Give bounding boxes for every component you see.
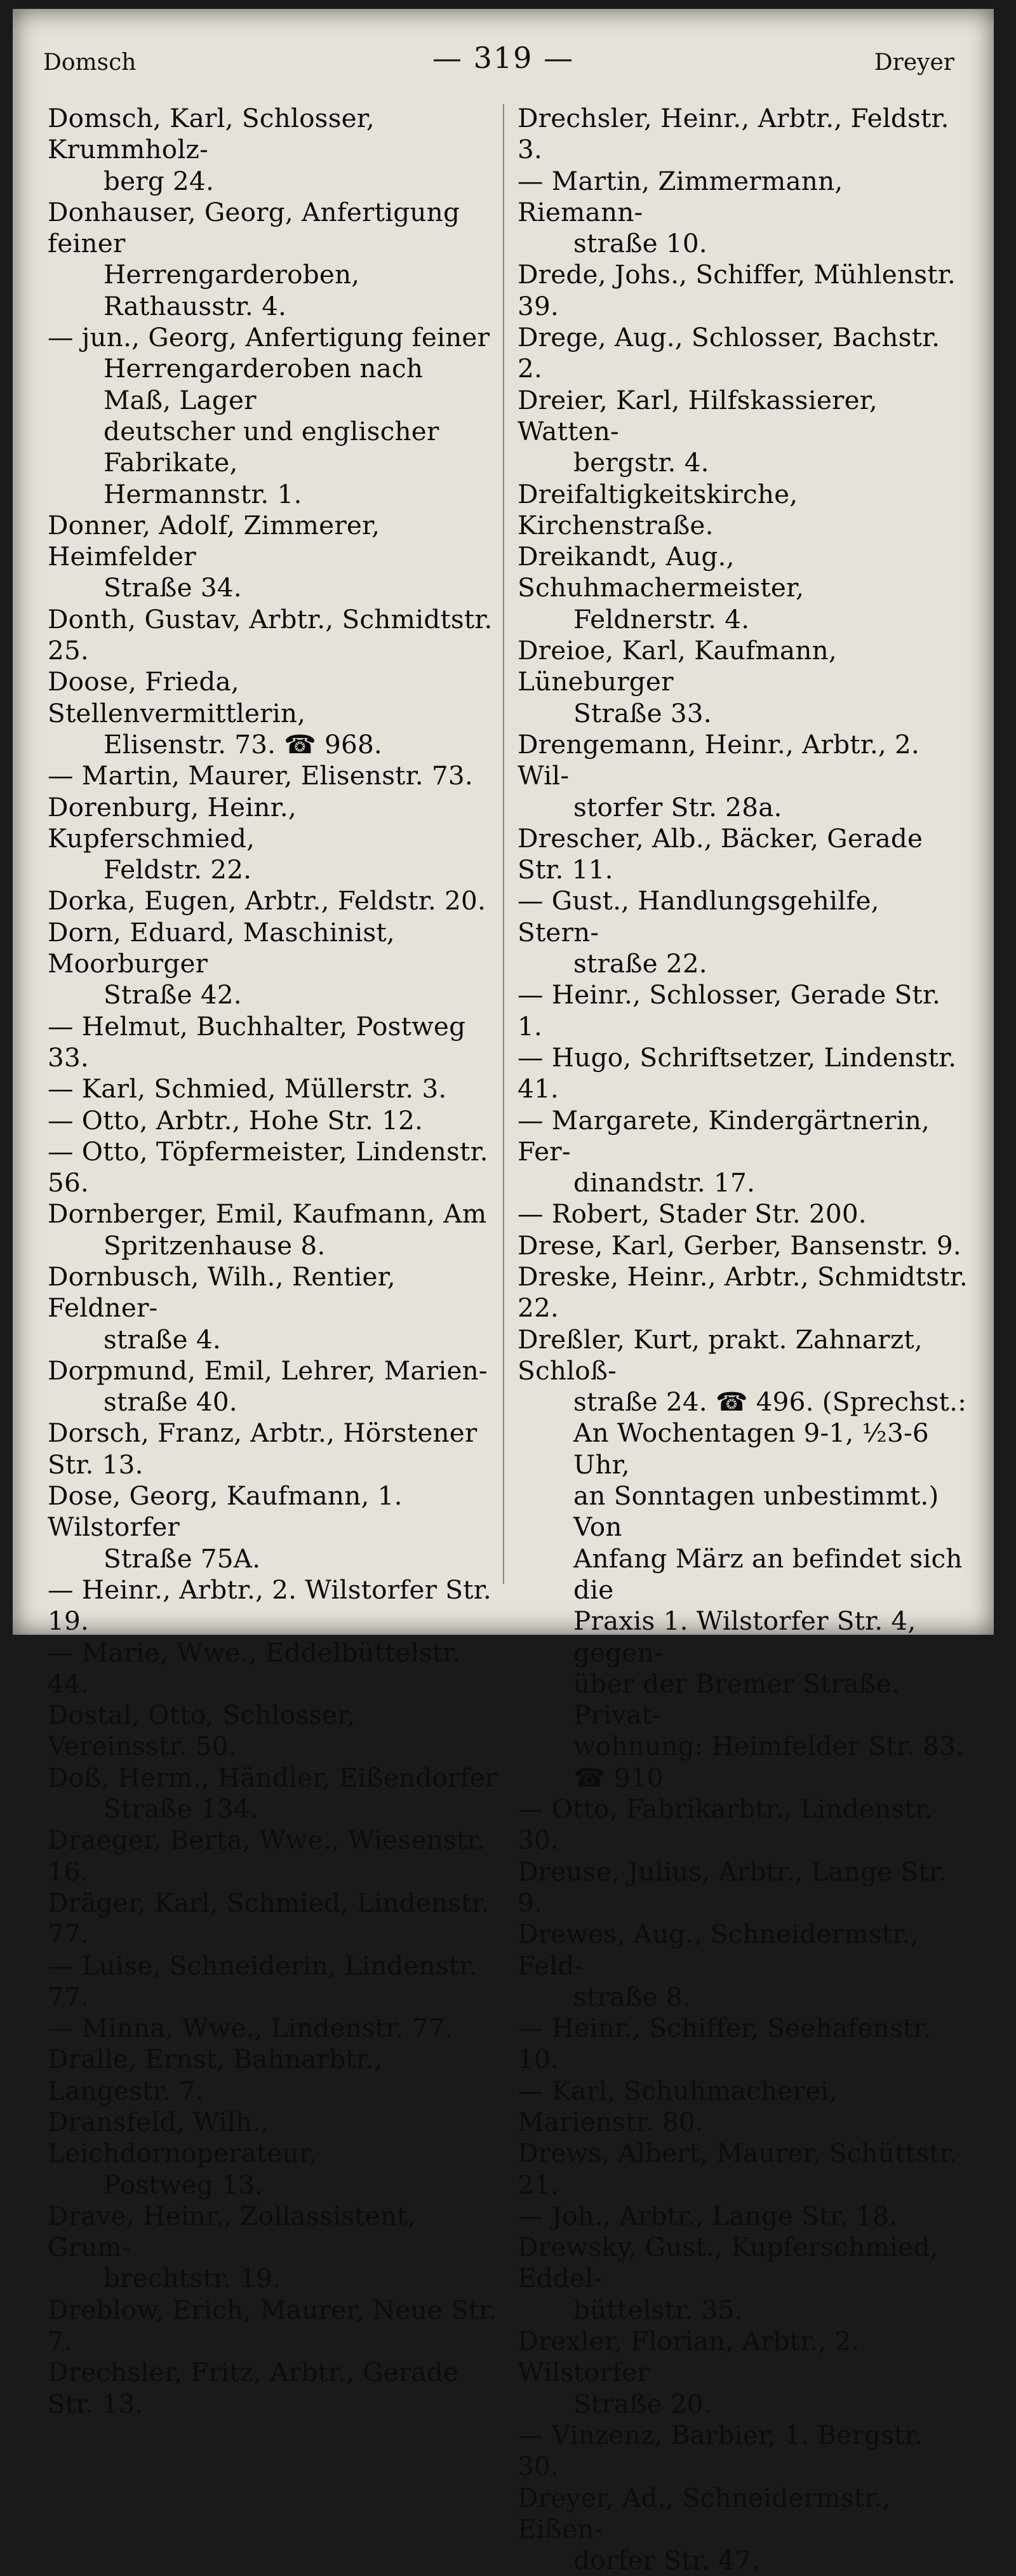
- directory-entry: [518, 1105, 968, 1199]
- entry-continuation-line: storfer Str. 28a.: [573, 791, 782, 822]
- entry-line: Drechsler, Fritz, Arbtr., Gerade Str. 13.: [48, 2357, 459, 2419]
- directory-entry: [518, 1856, 968, 1919]
- entry-line: Dreske, Heinr., Arbtr., Schmidtstr. 22.: [518, 1261, 968, 1324]
- entry-line: — Heinr., Arbtr., 2. Wilstorfer Str. 19.: [48, 1574, 491, 1637]
- entry-continuation-line: Straße 20.: [573, 2388, 712, 2419]
- entry-line: Dreblow, Erich, Maurer, Neue Str. 7.: [48, 2294, 497, 2357]
- entry-continuation-line: straße 8.: [573, 1981, 691, 2012]
- entry-continuation-line: straße 40.: [104, 1386, 237, 1418]
- entry-continuation-line: ☎ 910: [573, 1762, 664, 1793]
- entry-line: Dreyer, Ad., Schneidermstr., Eißen-: [518, 2482, 891, 2544]
- directory-entry: [48, 1418, 498, 1480]
- directory-entry: [518, 1919, 968, 2013]
- directory-entry: [518, 635, 968, 729]
- directory-entry: [518, 1230, 968, 1261]
- entry-line: — Margarete, Kindergärtnerin, Fer-: [518, 1104, 930, 1167]
- directory-entry: [48, 2357, 498, 2420]
- entry-continuation-line: bergstr. 4.: [573, 447, 709, 478]
- directory-entry: [48, 1762, 498, 1825]
- directory-entry: [48, 1105, 498, 1136]
- directory-entry: [518, 1042, 968, 1105]
- entry-line: Dreßler, Kurt, prakt. Zahnarzt, Schloß-: [518, 1324, 923, 1386]
- entry-line: — Heinr., Schiffer, Seehafenstr. 10.: [518, 2013, 932, 2075]
- entry-line: Drede, Johs., Schiffer, Mühlenstr. 39.: [518, 259, 956, 321]
- entry-line: Drave, Heinr., Zollassistent, Grum-: [48, 2200, 416, 2263]
- directory-entry: [48, 792, 498, 886]
- directory-entry: [48, 1011, 498, 1074]
- entry-continuation-line: Praxis 1. Wilstorfer Str. 4, gegen-: [573, 1606, 916, 1668]
- directory-entry: [518, 322, 968, 385]
- entry-continuation-line: Herrengarderoben, Rathausstr. 4.: [104, 259, 360, 321]
- entry-line: — Minna, Wwe., Lindenstr. 77.: [48, 2013, 453, 2044]
- directory-entry: [48, 1073, 498, 1104]
- directory-entry: [518, 479, 968, 542]
- entry-line: Dreier, Karl, Hilfskassierer, Watten-: [518, 384, 878, 446]
- entry-continuation-line: An Wochentagen 9-1, ½3-6 Uhr,: [573, 1418, 929, 1480]
- entry-continuation-line: Straße 75A.: [104, 1543, 261, 1574]
- directory-entry: [518, 103, 968, 166]
- directory-entry: [48, 666, 498, 760]
- entry-line: Dornberger, Emil, Kaufmann, Am: [48, 1198, 487, 1230]
- entry-line: Drescher, Alb., Bäcker, Gerade Str. 11.: [518, 822, 923, 885]
- entry-line: — Gust., Handlungsgehilfe, Stern-: [518, 885, 879, 948]
- entry-continuation-line: Spritzenhause 8.: [104, 1230, 326, 1261]
- directory-entry: [48, 2013, 498, 2044]
- entry-line: — Hugo, Schriftsetzer, Lindenstr. 41.: [518, 1042, 957, 1104]
- entry-line: Drewes, Aug., Schneidermstr., Feld-: [518, 1919, 919, 1981]
- entry-line: Dräger, Karl, Schmied, Lindenstr. 77.: [48, 1887, 490, 1950]
- column-divider: [503, 104, 504, 1584]
- entry-line: Drewsky, Gust., Kupferschmied, Eddel-: [518, 2232, 939, 2294]
- entry-line: Domsch, Karl, Schlosser, Krummholz-: [48, 103, 375, 165]
- entry-continuation-line: Elisenstr. 73. ☎ 968.: [104, 728, 383, 760]
- directory-entry: [518, 823, 968, 886]
- entry-line: Dose, Georg, Kaufmann, 1. Wilstorfer: [48, 1480, 403, 1543]
- directory-entry: [518, 979, 968, 1042]
- directory-entry: [48, 103, 498, 197]
- entry-continuation-line: Straße 34.: [104, 572, 242, 603]
- entry-line: Dorsch, Franz, Arbtr., Hörstener Str. 13.: [48, 1418, 478, 1480]
- entry-line: Dorn, Eduard, Maschinist, Moorburger: [48, 916, 395, 979]
- entry-continuation-line: brechtstr. 19.: [104, 2263, 281, 2294]
- entry-line: — jun., Georg, Anfertigung feiner: [48, 322, 490, 353]
- directory-entry: [48, 1574, 498, 1637]
- entry-line: Drechsler, Heinr., Arbtr., Feldstr. 3.: [518, 103, 949, 165]
- entry-line: Doß, Herm., Händler, Eißendorfer: [48, 1762, 498, 1793]
- directory-entry: [48, 197, 498, 322]
- entry-line: — Karl, Schuhmacherei, Marienstr. 80.: [518, 2075, 838, 2137]
- directory-page: [13, 9, 994, 2576]
- entry-line: Dostal, Otto, Schlosser, Vereinsstr. 50.: [48, 1700, 356, 1762]
- directory-entry: [48, 2295, 498, 2358]
- directory-entry: [518, 541, 968, 635]
- entry-continuation-line: Hermannstr. 1.: [104, 478, 302, 509]
- page-header: [13, 41, 994, 85]
- entry-line: — Joh., Arbtr., Lange Str. 18.: [518, 2200, 898, 2231]
- directory-entry: [48, 1480, 498, 1574]
- directory-entry: [48, 1888, 498, 1950]
- entry-line: — Martin, Zimmermann, Riemann-: [518, 165, 843, 227]
- directory-entry: [518, 2483, 968, 2576]
- entry-continuation-line: Herrengarderoben nach Maß, Lager: [104, 353, 424, 415]
- directory-entry: [518, 2013, 968, 2076]
- directory-entry: [48, 1261, 498, 1355]
- entry-continuation-line: Postweg 13.: [104, 2169, 264, 2200]
- entry-line: Dralle, Ernst, Bahnarbtr., Langestr. 7.: [48, 2044, 383, 2106]
- entry-continuation-line: Straße 33.: [573, 697, 712, 728]
- entry-line: — Martin, Maurer, Elisenstr. 73.: [48, 760, 473, 791]
- entry-line: — Karl, Schmied, Müllerstr. 3.: [48, 1073, 447, 1104]
- entry-line: — Marie, Wwe., Eddelbüttelstr. 44.: [48, 1637, 461, 1699]
- entry-continuation-line: Feldnerstr. 4.: [573, 603, 750, 634]
- entry-line: Dreioe, Karl, Kaufmann, Lüneburger: [518, 635, 837, 697]
- entry-line: — Robert, Stader Str. 200.: [518, 1198, 867, 1230]
- entry-line: Donhauser, Georg, Anfertigung feiner: [48, 196, 460, 259]
- entry-line: — Heinr., Schlosser, Gerade Str. 1.: [518, 979, 941, 1042]
- directory-entry: [48, 2201, 498, 2295]
- directory-entry: [48, 760, 498, 791]
- entry-continuation-line: straße 24. ☎ 496. (Sprechst.:: [573, 1386, 967, 1418]
- entry-line: Dorpmund, Emil, Lehrer, Marien-: [48, 1355, 488, 1386]
- directory-entry: [518, 2232, 968, 2326]
- entry-line: Donth, Gustav, Arbtr., Schmidtstr. 25.: [48, 603, 493, 666]
- entry-line: Doose, Frieda, Stellenvermittlerin,: [48, 666, 306, 728]
- directory-entry: [518, 2326, 968, 2420]
- directory-entry: [48, 2044, 498, 2107]
- directory-entry: [518, 729, 968, 823]
- entry-line: Dreifaltigkeitskirche, Kirchenstraße.: [518, 478, 798, 540]
- directory-entry: [518, 166, 968, 260]
- right-column: [518, 103, 968, 2576]
- entry-continuation-line: Straße 42.: [104, 979, 242, 1010]
- entry-line: — Vinzenz, Barbier, 1. Bergstr. 30.: [518, 2419, 923, 2482]
- entry-continuation-line: büttelstr. 35.: [573, 2294, 743, 2325]
- directory-entry: [518, 1324, 968, 1794]
- entry-continuation-line: straße 4.: [104, 1324, 221, 1355]
- directory-entry: [518, 2076, 968, 2138]
- entry-line: Dorka, Eugen, Arbtr., Feldstr. 20.: [48, 885, 486, 916]
- entry-continuation-line: Straße 134.: [104, 1794, 258, 1825]
- entry-continuation-line: über der Bremer Straße. Privat-: [573, 1668, 900, 1731]
- entry-continuation-line: wohnung: Heimfelder Str. 83.: [573, 1731, 965, 1762]
- directory-entry: [518, 385, 968, 479]
- entry-line: Drexler, Florian, Arbtr., 2. Wilstorfer: [518, 2326, 860, 2388]
- entry-continuation-line: straße 10.: [573, 228, 707, 259]
- entry-line: — Otto, Fabrikarbtr., Lindenstr. 30.: [518, 1794, 933, 1856]
- entry-continuation-line: straße 22.: [573, 948, 707, 979]
- directory-entry: [518, 1198, 968, 1230]
- entry-line: Drese, Karl, Gerber, Bansenstr. 9.: [518, 1230, 961, 1261]
- entry-continuation-line: dinandstr. 17.: [573, 1167, 756, 1198]
- directory-entry: [518, 2201, 968, 2232]
- directory-entry: [518, 1261, 968, 1324]
- entry-continuation-line: berg 24.: [104, 165, 215, 196]
- entry-line: Drege, Aug., Schlosser, Bachstr. 2.: [518, 322, 940, 384]
- directory-entry: [48, 1950, 498, 2013]
- directory-entry: [48, 1355, 498, 1418]
- directory-entry: [48, 1825, 498, 1888]
- entry-line: — Otto, Arbtr., Hohe Str. 12.: [48, 1104, 424, 1136]
- entry-line: Dornbusch, Wilh., Rentier, Feldner-: [48, 1261, 396, 1324]
- entry-line: Drews, Albert, Maurer, Schüttstr. 21.: [518, 2138, 958, 2200]
- entry-continuation-line: Feldstr. 22.: [104, 854, 252, 885]
- entry-line: Dreuse, Julius, Arbtr., Lange Str. 9.: [518, 1856, 947, 1918]
- header-right-catchword: Dreyer: [874, 50, 954, 76]
- directory-entry: [48, 510, 498, 604]
- entry-line: Dreikandt, Aug., Schuhmachermeister,: [518, 541, 805, 603]
- directory-entry: [518, 885, 968, 979]
- entry-line: Dransfeld, Wilh., Leichdornoperateur,: [48, 2107, 318, 2169]
- directory-entry: [518, 2420, 968, 2483]
- directory-entry: [518, 1794, 968, 1856]
- header-left-catchword: Domsch: [43, 50, 137, 76]
- page-number: — 319 —: [432, 41, 575, 75]
- entry-line: — Helmut, Buchhalter, Postweg 33.: [48, 1010, 466, 1073]
- entry-line: — Otto, Töpfermeister, Lindenstr. 56.: [48, 1136, 488, 1198]
- directory-entry: [48, 2107, 498, 2201]
- directory-entry: [48, 604, 498, 667]
- directory-entry: [48, 1198, 498, 1261]
- entry-continuation-line: dorfer Str. 47.: [573, 2545, 759, 2576]
- entry-line: Drengemann, Heinr., Arbtr., 2. Wil-: [518, 728, 920, 791]
- directory-entry: [48, 1700, 498, 1762]
- entry-line: Draeger, Berta, Wwe., Wiesenstr. 16.: [48, 1825, 485, 1887]
- directory-entry: [518, 259, 968, 322]
- entry-continuation-line: Anfang März an befindet sich die: [573, 1543, 963, 1605]
- directory-entry: [48, 1637, 498, 1700]
- directory-entry: [48, 917, 498, 1011]
- directory-entry: [518, 2138, 968, 2201]
- entry-line: Donner, Adolf, Zimmerer, Heimfelder: [48, 509, 380, 572]
- entry-line: — Luise, Schneiderin, Lindenstr. 77.: [48, 1950, 478, 2012]
- directory-entry: [48, 1136, 498, 1199]
- directory-entry: [48, 885, 498, 916]
- entry-continuation-line: an Sonntagen unbestimmt.) Von: [573, 1480, 939, 1543]
- entry-continuation-line: deutscher und englischer Fabrikate,: [104, 415, 439, 478]
- left-column: [48, 103, 498, 2420]
- entry-line: Dorenburg, Heinr., Kupferschmied,: [48, 791, 297, 854]
- directory-entry: [48, 322, 498, 510]
